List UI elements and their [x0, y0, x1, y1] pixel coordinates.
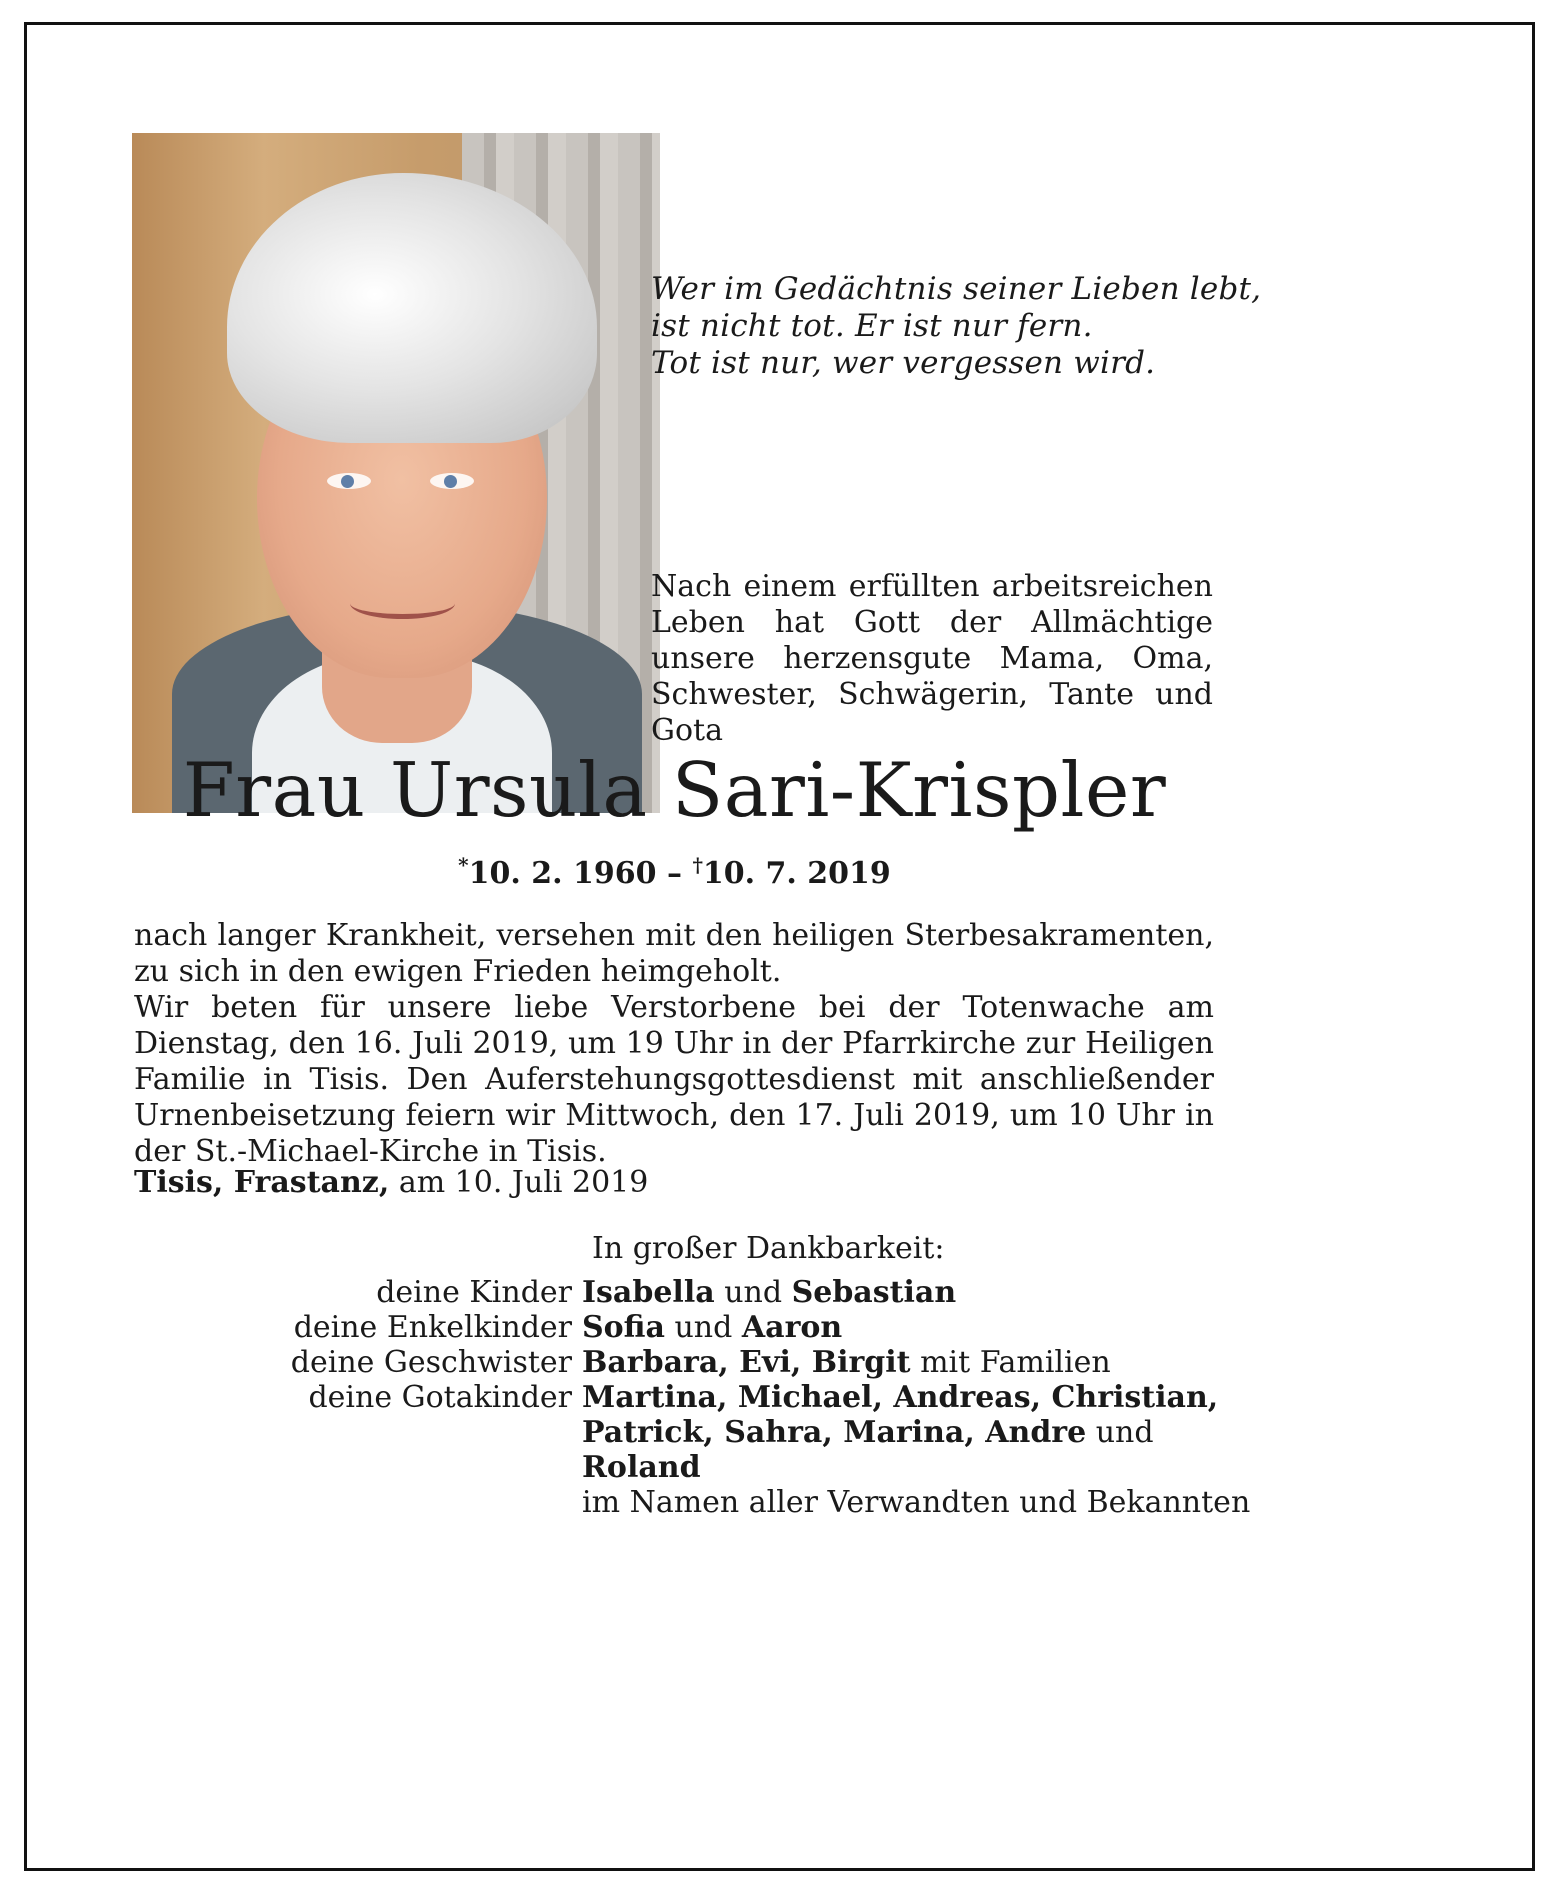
name-roland: Roland: [582, 1450, 701, 1485]
death-symbol: †: [692, 853, 703, 877]
places: Tisis, Frastanz,: [134, 1165, 390, 1200]
intro-text: Nach einem erfüllten arbeitsreichen Leben hat Gott der Allmächtige unsere herzensgute Mama, Oma, Schwester, Schwägerin, Tante und Gota: [651, 569, 1213, 748]
family-row-enkel: [27, 1310, 1227, 1345]
paragraph-2: Wir beten für unsere liebe Verstorbene bei der Totenwache am Dienstag, den 16. Juli 2019, um 19 Uhr in der Pfarrkirche zur Heiligen Familie in Tisis. Den Auferstehungsgottesdienst mit anschließender Urnenbeisetzung feiern wir Mittwoch, den 17. Juli 2019, um 10 Uhr in der St.-Michael-Kirche in Tisis.: [134, 990, 1214, 1169]
birth-date: 10. 2. 1960: [468, 856, 657, 891]
paragraph-1: nach langer Krankheit, versehen mit den heiligen Sterbesakramenten, zu sich in den ewigen Frieden heimgeholt.: [134, 918, 1214, 989]
motto-line-2: ist nicht tot. Er ist nur fern.: [651, 308, 1093, 344]
main-text: [134, 918, 1214, 1170]
portrait-photo: [132, 133, 660, 813]
family-label: deine Enkelkinder: [293, 1310, 572, 1345]
photo-mouth: [350, 588, 455, 619]
birth-symbol: *: [458, 853, 469, 877]
death-date: 10. 7. 2019: [702, 856, 891, 891]
family-names: [582, 1415, 1202, 1450]
family-row-gota: [27, 1380, 1227, 1415]
name-sebastian: Sebastian: [791, 1275, 957, 1310]
motto-quote: [651, 271, 1262, 382]
family-label: deine Geschwister: [290, 1345, 572, 1380]
family-names: [582, 1345, 1202, 1380]
photo-eye-left: [327, 473, 371, 489]
closing-line: im Namen aller Verwandten und Bekannten: [582, 1485, 1251, 1520]
family-names: [582, 1380, 1219, 1415]
date-separator: –: [656, 856, 693, 891]
family-row-gota-3: [27, 1450, 1227, 1485]
conjunction: und: [664, 1310, 742, 1345]
family-row-geschwister: [27, 1345, 1227, 1380]
conjunction: und: [1086, 1415, 1154, 1450]
family-names: [582, 1450, 1202, 1485]
family-names: [582, 1275, 1202, 1310]
siblings-suffix: mit Familien: [910, 1345, 1111, 1380]
motto-line-1: Wer im Gedächtnis seiner Lieben lebt,: [651, 271, 1262, 307]
empty-label: [27, 1485, 582, 1520]
family-list: [27, 1275, 1251, 1520]
name-isabella: Isabella: [582, 1275, 715, 1310]
family-names: [582, 1310, 1202, 1345]
names-godchildren-2: Patrick, Sahra, Marina, Andre: [582, 1415, 1087, 1450]
family-row-gota-2: [27, 1415, 1227, 1450]
photo-eye-right: [430, 473, 474, 489]
family-row-closing: [27, 1485, 1251, 1520]
obituary-notice: [24, 22, 1535, 1871]
conjunction: und: [714, 1275, 792, 1310]
name-sofia: Sofia: [582, 1310, 665, 1345]
names-godchildren-1: Martina, Michael, Andreas, Christian,: [582, 1380, 1219, 1415]
family-label: deine Gotakinder: [308, 1380, 572, 1415]
deceased-name: Frau Ursula Sari-Krispler: [182, 746, 1167, 834]
name-aaron: Aaron: [741, 1310, 843, 1345]
empty-label: [27, 1450, 582, 1485]
life-dates: [27, 853, 1322, 891]
names-siblings: Barbara, Evi, Birgit: [582, 1345, 911, 1380]
place-date-line: [134, 1165, 648, 1200]
notice-date: am 10. Juli 2019: [389, 1165, 649, 1200]
thanks-line: In großer Dankbarkeit:: [592, 1231, 945, 1266]
family-label: deine Kinder: [376, 1275, 572, 1310]
empty-label: [27, 1415, 582, 1450]
family-row-kinder: [27, 1275, 1227, 1310]
motto-line-3: Tot ist nur, wer vergessen wird.: [651, 345, 1156, 381]
